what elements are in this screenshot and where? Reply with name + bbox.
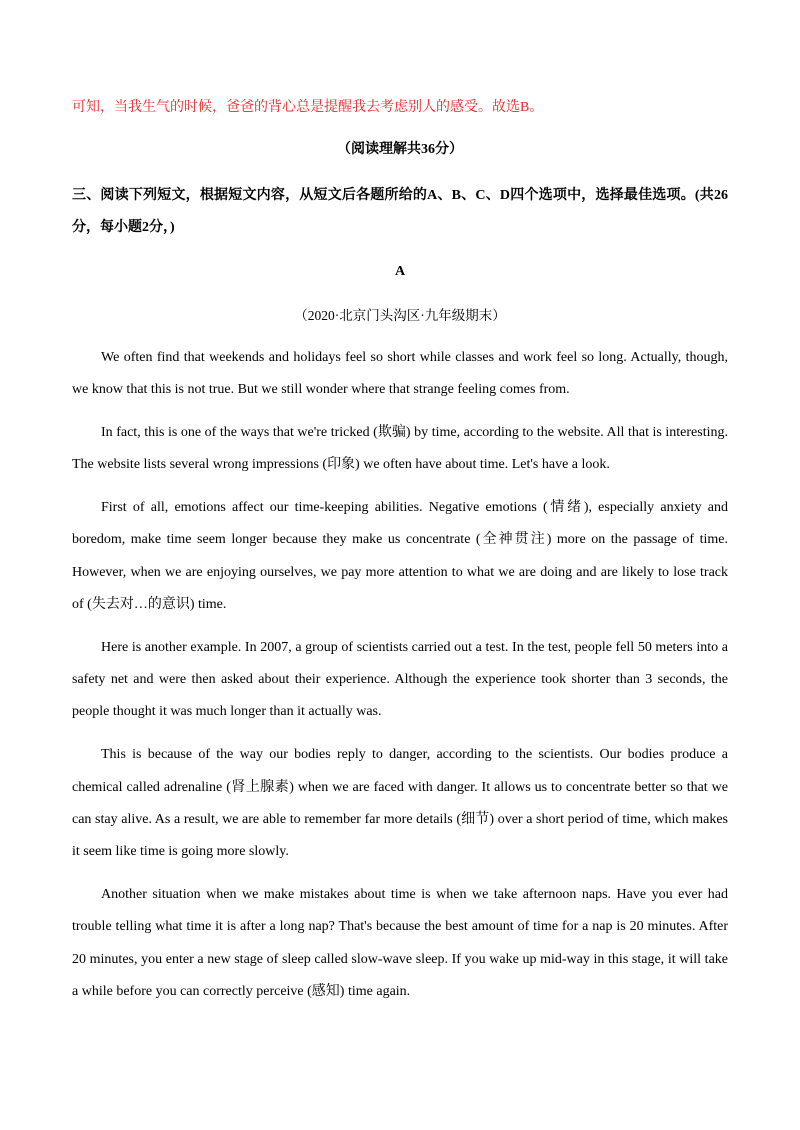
passage-paragraph: We often find that weekends and holidays feel so short while classes and work feel so long. Actually, though, we know that this is not true. But we still wonder where that strange feeling comes from.: [72, 350, 728, 398]
passage-paragraph: First of all, emotions affect our time-keeping abilities. Negative emotions (情绪), especially anxiety and boredom, make time seem longer because they make us concentrate (全神贯注) more on the passage of time. However, when we are enjoying ourselves, we pay more attention to what we are doing and are likely to lose track of (失去对…的意识) time.: [72, 500, 728, 613]
section-title: （阅读理解共36分）: [337, 142, 463, 157]
passage-source: （2020·北京门头沟区·九年级期末）: [294, 308, 506, 323]
passage-paragraph: Here is another example. In 2007, a group of scientists carried out a test. In the test, people fell 50 meters into a safety net and were then asked about their experience. Although the experience took shorter than 3 seconds, the people thought it was much longer than it actually was.: [72, 639, 728, 720]
passage-body: [72, 342, 728, 1008]
passage-paragraph: In fact, this is one of the ways that we're tricked (欺骗) by time, according to the website. All that is interesting. The website lists several wrong impressions (印象) we often have about time. Let's have a look.: [72, 425, 728, 473]
document-page: [72, 94, 728, 1019]
passage-paragraph: Another situation when we make mistakes about time is when we take afternoon naps. Have you ever had trouble telling what time it is after a long nap? That's because the best amount of time for a nap is 20 minutes. After 20 minutes, you enter a new stage of sleep called slow-wave sleep. If you wake up mid-way in this stage, it will take a while before you can correctly perceive (感知) time again.: [72, 886, 728, 999]
question-instruction: 三、阅读下列短文，根据短文内容，从短文后各题所给的A、B、C、D四个选项中，选择最佳选项。(共26分，每小题2分，): [72, 188, 728, 235]
passage-paragraph: This is because of the way our bodies reply to danger, according to the scientists. Our bodies produce a chemical called adrenaline (肾上腺素) when we are faced with danger. It allows us to concentrate better so that we can stay alive. As a result, we are able to remember far more details (细节) over a short period of time, which makes it seem like time is going more slowly.: [72, 747, 728, 860]
answer-explanation: 可知，当我生气的时候，爸爸的背心总是提醒我去考虑别人的感受。故选B。: [72, 100, 544, 115]
passage-label: A: [394, 264, 406, 279]
